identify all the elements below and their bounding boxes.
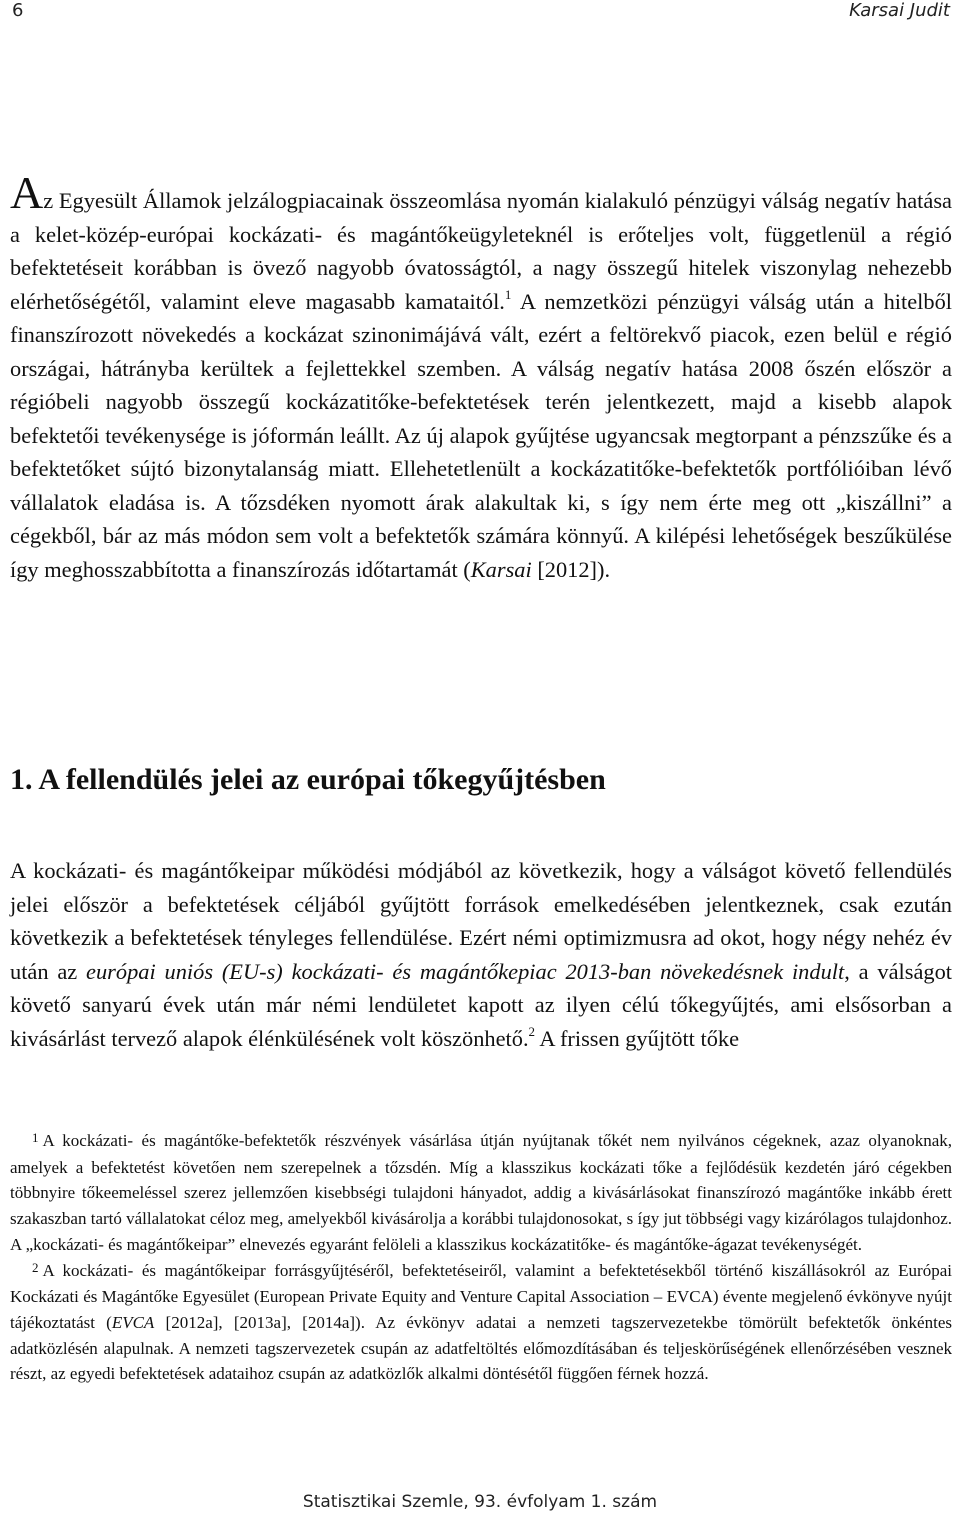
footnote-1 (10, 1128, 952, 1258)
footnote-text: A kockázati- és magántőkeipar forrásgyűjtéséről, befektetéseiről, valamint a befektetésekből történő kiszállásokról az Európai Kockázati és Magántőke Egyesület (European Private Equity and Venture Capital Association – EVCA) évente megjelenő évkönyve nyújt tájékoztatást ( (10, 1260, 952, 1332)
section-heading: 1. A fellendülés jelei az európai tőkegyűjtésben (10, 763, 606, 796)
footnote-mark: 2 (32, 1259, 39, 1275)
section-text-3: A frissen gyűjtött tőke (535, 1025, 740, 1051)
citation-author: Karsai (470, 556, 532, 582)
footnote-2 (10, 1258, 952, 1388)
section-text-2: , a válságot követő sanyarú évek után már némi lendületet kapott az ilyen célú tőkegyűjtés, ami elsősorban a kivásárlást tervező alapok élénkülésének volt köszönhető. (10, 958, 952, 1051)
section-emphasis: európai uniós (EU-s) kockázati- és magántőkepiac 2013-ban növekedésnek indult (86, 958, 845, 984)
drop-cap: A (10, 167, 44, 218)
section-paragraph (10, 854, 952, 1055)
footnotes (10, 1128, 952, 1387)
journal-footer: Statisztikai Szemle, 93. évfolyam 1. szám (302, 1492, 658, 1512)
intro-text-2: A nemzetközi pénzügyi válság után a hitelből finanszírozott növekedés a kockázat szinonimájává vált, ezért a feltörekvő piacok, ezen belül e régió országai, hátrányba kerültek a fejlettekkel szemben. A válság negatív hatása 2008 őszén először a régióbeli nagyobb összegű kockázatitőke-befektetések terén jelentkezett, majd a kisebb alapok befektetői tevékenysége is jóformán leállt. Az új alapok gyűjtése ugyancsak megtorpant a pénzszűke és a befektetőket sújtó bizonytalanság miatt. Ellehetetlenült a kockázatitőke-befektetők portfólióiban lévő vállalatok eladása is. A tőzsdéken nyomott árak alakultak ki, s így nem érte meg ott „kiszállni” a cégekből, bár az más módon sem volt a befektetők számára könnyű. A kilépési lehetőségek beszűkülése így meghosszabbította a finanszírozás időtartamát ( (10, 288, 952, 582)
footnote-ref-1[interactable]: 1 (504, 287, 512, 303)
page-number: 6 (12, 0, 24, 21)
intro-text-3: [2012]). (531, 556, 611, 582)
running-header-author: Karsai Judit (849, 0, 950, 21)
footnote-text: A kockázati- és magántőke-befektetők részvények vásárlása útján nyújtanak tőkét nem nyilvános cégeknek, azaz olyanoknak, amelyek a befektetést követően nem szerepelnek a tőzsdén. Míg a klasszikus kockázati tőke a fejlődésük kezdetén járó cégekben többnyire tőkeemeléssel szerez jellemzően kisebbségi tulajdoni hányadot, addig a kivásárlásokat finanszírozó magántőke inkább érett szakaszban tartó vállalatokat céloz meg, amelyekből kivásárolja a korábbi tulajdonosokat, s így jut többségi vagy kizárólagos tulajdonhoz. A „kockázati- és magántőkeipar” elnevezés egyaránt felöleli a klasszikus kockázatitőke- és magántőke-ágazat tevékenységét. (10, 1131, 952, 1254)
intro-paragraph (10, 167, 952, 586)
footnote-text: [2012a], [2013a], [2014a]). Az évkönyv adatai a nemzeti tagszervezetekbe tömörült befektetők önkéntes adatközlésén alapulnak. A nemzeti tagszervezetek csupán az adatfeltöltés előmozdításában és teljeskörűségének ellenőrzésében vesznek részt, az egyedi befektetések adataihoz csupán az adatközlők alkalmi döntésétől függően férnek hozzá. (10, 1312, 952, 1384)
footnote-emphasis: EVCA (111, 1312, 155, 1332)
section-text-1: A kockázati- és magántőkeipar működési módjából az következik, hogy a válságot követő fellendülés jelei először a befektetések céljából gyűjtött források emelkedésében jelentkeznek, csak ezután következik a befektetések tényleges fellendülése. Ezért némi optimizmusra ad okot, hogy négy nehéz év után az (10, 858, 952, 984)
intro-text-1: z Egyesült Államok jelzálogpiacainak összeomlása nyomán kialakuló pénzügyi válság negatív hatása a kelet-közép-európai kockázati- és magántőkeügyleteknél is erőteljes volt, függetlenül a régió befektetéseit korábban is övező nagyobb óvatosságtól, a nagy összegű hitelek viszonylag nehezebb elérhetőségétől, valamint eleve magasabb kamataitól. (10, 188, 952, 314)
footnote-ref-2[interactable]: 2 (528, 1024, 536, 1040)
footnote-mark: 1 (32, 1130, 39, 1145)
